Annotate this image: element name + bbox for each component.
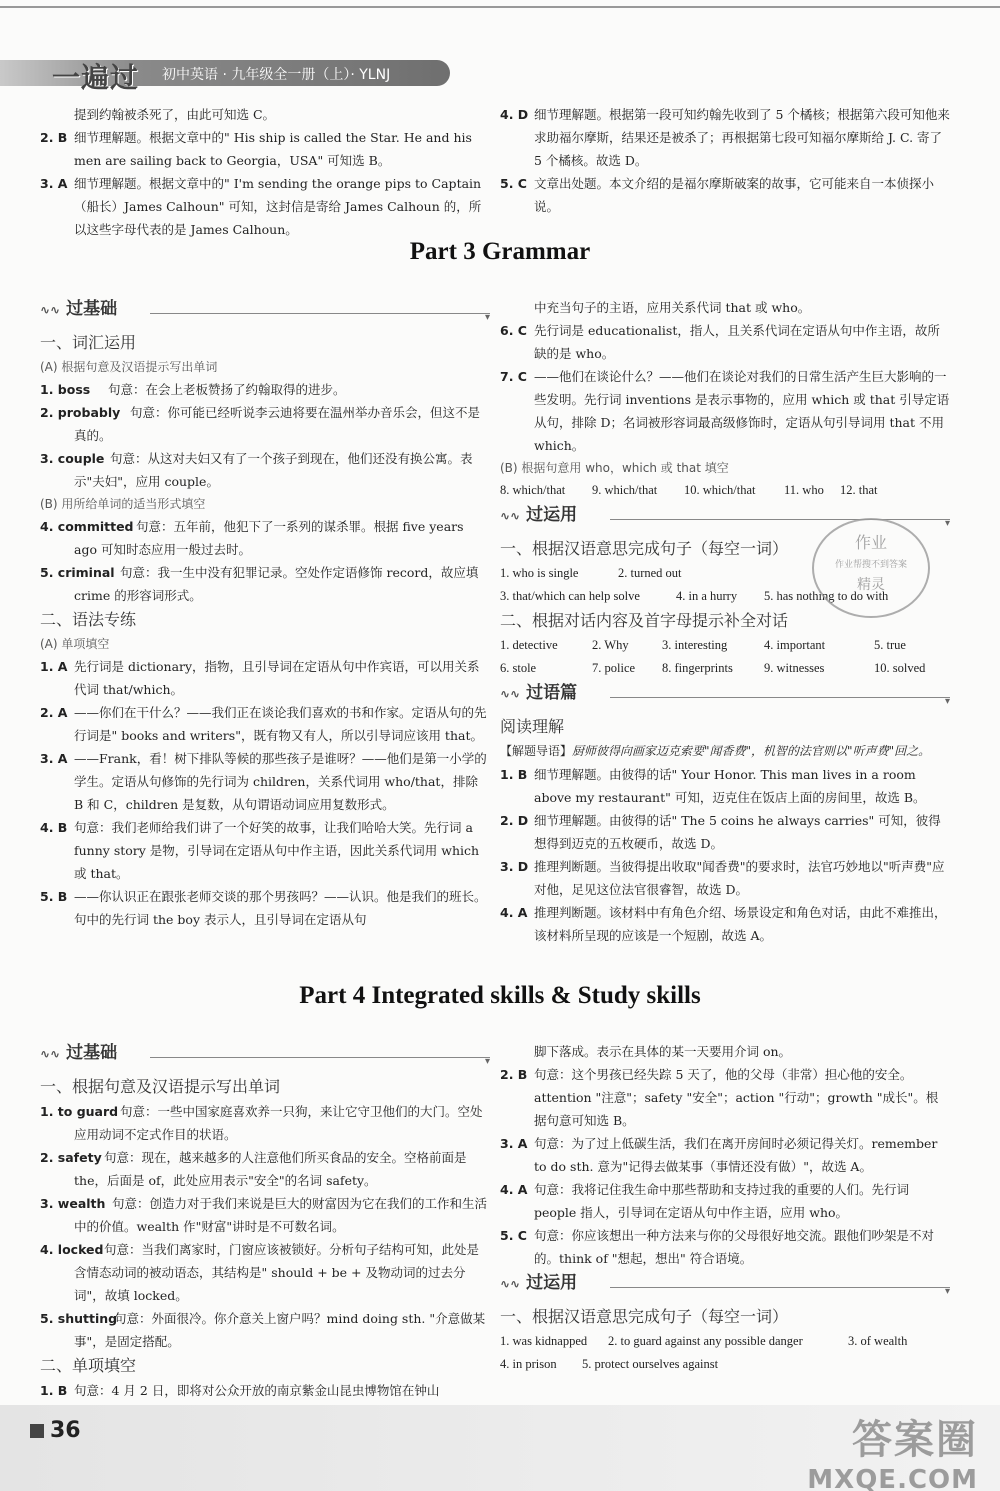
answer: 2. turned out xyxy=(618,566,682,580)
exercise-heading: 一、词汇运用 xyxy=(40,333,137,352)
section-header: ∿∿ 过运用 ▾ xyxy=(500,504,950,532)
answer: 6. stole xyxy=(500,661,537,675)
answer-item: 1. boss 句意：在会上老板赞扬了约翰取得的进步。 xyxy=(40,382,346,397)
answer: 1. detective xyxy=(500,638,558,652)
part3-right-column xyxy=(500,296,950,947)
wave-icon: ∿∿ xyxy=(40,303,61,317)
exercise-subheading: (A) 单项填空 xyxy=(40,637,110,651)
page-number: 36 xyxy=(30,1418,81,1443)
book-subtitle: 初中英语 · 九年级全一册（上）· YLNJ xyxy=(162,67,391,83)
exercise-subheading: (A) 根据句意及汉语提示写出单词 xyxy=(40,360,218,374)
part3-title: Part 3 Grammar xyxy=(409,238,591,265)
part3-left-column xyxy=(40,296,490,931)
continued-text: 中充当句子的主语，应用关系代词 that 或 who。 xyxy=(534,300,811,315)
answer: 10. which/that xyxy=(684,483,756,497)
answer: 9. witnesses xyxy=(764,661,825,675)
answer-item: 5. shutting 句意：外面很冷。你介意关上窗户吗？mind doing sth. "介意做某事"，是固定搭配。 xyxy=(40,1311,486,1349)
part4-right-column xyxy=(500,1040,950,1376)
exercise-heading: 一、根据句意及汉语提示写出单词 xyxy=(40,1077,281,1096)
answer-item: 4. committed 句意：五年前，他犯下了一系列的谋杀罪。根据 five years ago 可知时态应用一般过去时。 xyxy=(40,519,464,557)
answer-item: 2. D 细节理解题。由彼得的话" The 5 coins he always carries" 可知，彼得想得到迈克的五枚硬币，故选 D。 xyxy=(500,813,941,851)
answer-row xyxy=(500,479,950,502)
guide-note: 【解题导语】厨师彼得向画家迈克索要"闻香费"，机智的法官则以"听声费"回之。 xyxy=(500,744,931,758)
section-header: ∿∿ 过语篇 ▾ xyxy=(500,682,950,710)
answer-item: 1. B 句意：4 月 2 日，即将对公众开放的南京紫金山昆虫博物馆在钟山 xyxy=(40,1383,440,1398)
answer: 3. that/which can help solve xyxy=(500,589,640,603)
answer-item: 7. C ——他们在谈论什么？——他们在谈论对我们的日常生活产生巨大影响的一些发明。先行词 inventions 是表示事物的，应用 which 或 that 引导定语从句，排除 D；名词被形容词最高级修饰时，定语从句引导词用 that 不用 which。 xyxy=(500,369,950,453)
answer-item: 1. B 细节理解题。由彼得的话" Your Honor. This man lives in a room above my restaurant" 可知，迈克住在饭店上面的房间里，故选 B。 xyxy=(500,767,926,805)
section-header: ∿∿ 过基础 ▾ xyxy=(40,298,490,326)
answer-item: 2. A ——你们在干什么？——我们正在谈论我们喜欢的书和作家。定语从句的先行词是" books and writers"，既有物又有人，所以引导词应该用 that。 xyxy=(40,705,487,743)
answer-item: 4. locked 句意：当我们离家时，门窗应该被锁好。分析句子结构可知，此处是含情态动词的被动语态，其结构是" should + be + 及物动词的过去分词"，故填 locked。 xyxy=(40,1242,480,1303)
answer-item: 2. B 句意：这个男孩已经失踪 5 天了，他的父母（非常）担心他的安全。attention "注意"；safety "安全"；action "行动"；growth "成长"。根据句意可知选 B。 xyxy=(500,1067,939,1128)
answer: 4. in a hurry xyxy=(676,589,738,603)
answer-item: 2. probably 句意：你可能已经听说李云迪将要在温州举办音乐会，但这不是真的。 xyxy=(40,405,481,443)
wave-icon: ∿∿ xyxy=(500,1277,521,1291)
exercise-heading: 二、根据对话内容及首字母提示补全对话 xyxy=(500,611,789,630)
answer-item: 2. B 细节理解题。根据文章中的" His ship is called the Star. He and his men are sailing back to Georgia，USA" 可知选 B。 xyxy=(40,130,472,168)
page-header xyxy=(0,0,1000,100)
answer: 1. was kidnapped xyxy=(500,1334,588,1348)
part4-left-column xyxy=(40,1040,490,1402)
answer: 1. who is single xyxy=(500,566,579,580)
answer-row xyxy=(500,1330,950,1353)
answer: 5. has nothing to do with xyxy=(764,589,889,603)
chevron-down-icon: ▾ xyxy=(484,1056,490,1067)
answer: 8. which/that xyxy=(500,483,566,497)
answer-item: 2. safety 句意：现在，越来越多的人注意他们所买食品的安全。空格前面是 the，后面是 of，此处应用表示"安全"的名词 safety。 xyxy=(40,1150,467,1188)
answer-item: 4. A 推理判断题。该材料中有角色介绍、场景设定和角色对话，由此不难推出，该材料所呈现的应该是一个短剧，故选 A。 xyxy=(500,905,947,943)
answer: 12. that xyxy=(840,483,878,497)
answer: 3. interesting xyxy=(662,638,728,652)
answer-item: 3. D 推理判断题。当彼得提出收取"闻香费"的要求时，法官巧妙地以"听声费"应对他，足见这位法官很睿智，故选 D。 xyxy=(500,859,945,897)
answer-row xyxy=(500,657,950,680)
answer-row xyxy=(500,1353,950,1376)
exercise-heading: 一、根据汉语意思完成句子（每空一词） xyxy=(500,539,789,558)
answer-item: 4. D 细节理解题。根据第一段可知约翰先收到了 5 个橘核；根据第六段可知他来求助福尔摩斯，结果还是被杀了；再根据第七段可知福尔摩斯给 J. C. 寄了 5 个橘核。故选 D。 xyxy=(500,107,950,168)
answer: 2. Why xyxy=(592,638,629,652)
answer-item: 3. couple 句意：从这对夫妇又有了一个孩子到现在，他们还没有换公寓。表示"夫妇"，应用 couple。 xyxy=(40,451,473,489)
wave-icon: ∿∿ xyxy=(500,687,521,701)
exercise-heading: 一、根据汉语意思完成句子（每空一词） xyxy=(500,1307,789,1326)
wave-icon: ∿∿ xyxy=(40,1047,61,1061)
exercise-heading: 二、单项填空 xyxy=(40,1356,137,1375)
answer: 10. solved xyxy=(874,661,926,675)
square-icon xyxy=(30,1424,44,1438)
answer-item: 3. A 细节理解题。根据文章中的" I'm sending the orange pips to Captain（船长）James Calhoun" 可知，这封信是寄给 James Calhoun 的，所以这些字母代表的是 James Calhoun。 xyxy=(40,176,482,237)
answer-item: 5. C 句意：你应该想出一种方法来与你的父母很好地交流。跟他们吵架是不对的。think of "想起，想出" 符合语境。 xyxy=(500,1228,935,1266)
answer: 11. who xyxy=(784,483,824,497)
answer-item: 3. A 句意：为了过上低碳生活，我们在离开房间时必须记得关灯。remember to do sth. 意为"记得去做某事（事情还没有做）"，故选 A。 xyxy=(500,1136,938,1174)
answer: 4. important xyxy=(764,638,826,652)
answer-item: 1. to guard 句意：一些中国家庭喜欢养一只狗，来让它守卫他们的大门。空处应用动词不定式作目的状语。 xyxy=(40,1104,483,1142)
answer: 4. in prison xyxy=(500,1357,557,1371)
answer: 7. police xyxy=(592,661,636,675)
top-left-column xyxy=(40,103,490,241)
answer-item: 1. A 先行词是 dictionary，指物，且引导词在定语从句中作宾语，可以用关系代词 that/which。 xyxy=(40,659,480,697)
answer-item: 5. criminal 句意：我一生中没有犯罪记录。空处作定语修饰 record，故应填 crime 的形容词形式。 xyxy=(40,565,479,603)
exercise-heading: 阅读理解 xyxy=(500,717,565,736)
site-watermark: 答案圈 MXQE.COM xyxy=(807,1417,978,1491)
exercise-subheading: (B) 根据句意用 who，which 或 that 填空 xyxy=(500,461,729,475)
wave-icon: ∿∿ xyxy=(500,509,521,523)
chevron-down-icon: ▾ xyxy=(944,696,950,707)
top-right-column xyxy=(500,103,950,218)
answer-item: 4. B 句意：我们老师给我们讲了一个好笑的故事，让我们哈哈大笑。先行词 a funny story 是物，引导词在定语从句中作主语，因此关系代词用 which 或 that。 xyxy=(40,820,480,881)
chevron-down-icon: ▾ xyxy=(944,1286,950,1297)
answer-item: 5. B ——你认识正在跟张老师交谈的那个男孩吗？——认识。他是我们的班长。句中的先行词 the boy 表示人，且引导词在定语从句 xyxy=(40,889,487,927)
section-header: ∿∿ 过运用 ▾ xyxy=(500,1272,950,1300)
answer-row xyxy=(500,634,950,657)
section-header: ∿∿ 过基础 ▾ xyxy=(40,1042,490,1070)
part4-title: Part 4 Integrated skills & Study skills xyxy=(299,982,701,1009)
answer: 5. true xyxy=(874,638,906,652)
answer: 3. of wealth xyxy=(848,1334,908,1348)
continued-text: 脚下落成。表示在具体的某一天要用介词 on。 xyxy=(534,1044,792,1059)
series-logo: 一遍过 xyxy=(52,61,140,94)
answer-item: 6. C 先行词是 educationalist，指人，且关系代词在定语从句中作主语，故所缺的是 who。 xyxy=(500,323,940,361)
answer: 9. which/that xyxy=(592,483,658,497)
answer-item: 4. A 句意：我将记住我生命中那些帮助和支持过我的重要的人们。先行词 people 指人，引导词在定语从句中作主语，应用 who。 xyxy=(500,1182,910,1220)
exercise-heading: 二、语法专练 xyxy=(40,610,137,629)
answer: 2. to guard against any possible danger xyxy=(608,1334,803,1348)
answer: 8. fingerprints xyxy=(662,661,733,675)
exercise-subheading: (B) 用所给单词的适当形式填空 xyxy=(40,497,206,511)
continued-text: 提到约翰被杀死了，由此可知选 C。 xyxy=(74,107,276,122)
chevron-down-icon: ▾ xyxy=(944,518,950,529)
chevron-down-icon: ▾ xyxy=(484,312,490,323)
answer: 5. protect ourselves against xyxy=(582,1357,719,1371)
answer-item: 3. wealth 句意：创造力对于我们来说是巨大的财富因为它在我们的工作和生活中的价值。wealth 作"财富"讲时是不可数名词。 xyxy=(40,1196,488,1234)
answer-item: 5. C 文章出处题。本文介绍的是福尔摩斯破案的故事，它可能来自一本侦探小说。 xyxy=(500,176,935,214)
homework-stamp: 作业 作业帮搜不到答案 精灵 xyxy=(812,518,930,618)
answer-item: 3. A ——Frank，看！树下排队等候的那些孩子是谁呀？——他们是第一小学的学生。定语从句修饰的先行词为 children，关系代词用 who/that，排除 B 和 C，children 是复数，从句谓语动词应用复数形式。 xyxy=(40,751,487,812)
